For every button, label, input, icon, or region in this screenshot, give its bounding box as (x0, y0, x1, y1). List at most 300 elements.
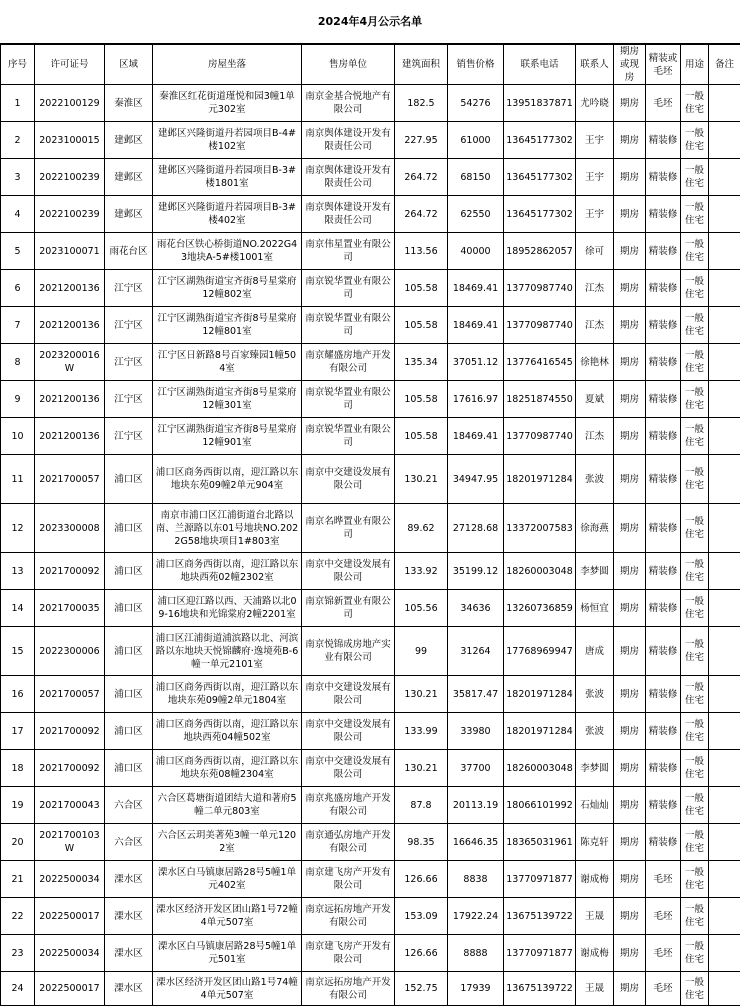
cell-area: 89.62 (395, 504, 448, 553)
cell-stage: 期房 (614, 159, 646, 196)
cell-phone: 13770987740 (504, 270, 576, 307)
cell-no: 23 (1, 935, 35, 972)
cell-phone: 13675139722 (504, 972, 576, 1006)
cell-seller: 南京远拓房地产开发有限公司 (302, 898, 395, 935)
cell-finish: 精装修 (646, 676, 681, 713)
cell-area: 98.35 (395, 824, 448, 861)
cell-no: 11 (1, 455, 35, 504)
cell-finish: 精装修 (646, 455, 681, 504)
cell-note (709, 344, 740, 381)
cell-use: 一般住宅 (681, 344, 709, 381)
cell-note (709, 159, 740, 196)
cell-note (709, 196, 740, 233)
cell-address: 浦口区商务西街以南，迎江路以东地块东苑09幢2单元1804室 (153, 676, 302, 713)
table-row (1, 787, 740, 824)
cell-note (709, 504, 740, 553)
cell-price: 17922.24 (448, 898, 504, 935)
cell-district: 浦口区 (105, 504, 153, 553)
cell-address: 建邺区兴隆街道丹若园项目B-4#楼102室 (153, 122, 302, 159)
cell-permit: 2022100239 (35, 159, 105, 196)
cell-address: 浦口区商务西街以南，迎江路以东地块东苑09幢2单元904室 (153, 455, 302, 504)
cell-address: 浦口区商务西街以南，迎江路以东地块西苑02幢2302室 (153, 553, 302, 590)
cell-no: 1 (1, 85, 35, 122)
cell-no: 24 (1, 972, 35, 1006)
cell-contact: 李梦圆 (576, 750, 614, 787)
header-district: 区域 (105, 45, 153, 85)
cell-finish: 毛坯 (646, 972, 681, 1006)
cell-contact: 张波 (576, 676, 614, 713)
cell-seller: 南京锐华置业有限公司 (302, 418, 395, 455)
table-row (1, 972, 740, 1006)
cell-no: 9 (1, 381, 35, 418)
cell-contact: 王宇 (576, 122, 614, 159)
cell-note (709, 233, 740, 270)
cell-address: 秦淮区红花街道瑾悦和园3幢1单元302室 (153, 85, 302, 122)
cell-use: 一般住宅 (681, 676, 709, 713)
cell-no: 18 (1, 750, 35, 787)
table-row (1, 676, 740, 713)
cell-area: 153.09 (395, 898, 448, 935)
cell-permit: 2022500034 (35, 935, 105, 972)
cell-finish: 精装修 (646, 418, 681, 455)
cell-stage: 期房 (614, 590, 646, 627)
cell-district: 秦淮区 (105, 85, 153, 122)
cell-stage: 期房 (614, 750, 646, 787)
cell-area: 105.58 (395, 270, 448, 307)
header-price: 销售价格 (448, 45, 504, 85)
cell-price: 35199.12 (448, 553, 504, 590)
cell-note (709, 713, 740, 750)
cell-use: 一般住宅 (681, 307, 709, 344)
cell-finish: 毛坯 (646, 861, 681, 898)
cell-district: 江宁区 (105, 307, 153, 344)
cell-district: 建邺区 (105, 159, 153, 196)
cell-district: 建邺区 (105, 122, 153, 159)
cell-seller: 南京悦锦成房地产实业有限公司 (302, 627, 395, 676)
cell-district: 浦口区 (105, 627, 153, 676)
cell-note (709, 898, 740, 935)
cell-area: 130.21 (395, 455, 448, 504)
cell-stage: 期房 (614, 935, 646, 972)
cell-contact: 王宇 (576, 196, 614, 233)
cell-use: 一般住宅 (681, 861, 709, 898)
cell-seller: 南京伟星置业有限公司 (302, 233, 395, 270)
cell-area: 152.75 (395, 972, 448, 1006)
cell-finish: 精装修 (646, 787, 681, 824)
cell-seller: 南京锐华置业有限公司 (302, 307, 395, 344)
cell-use: 一般住宅 (681, 935, 709, 972)
cell-price: 17939 (448, 972, 504, 1006)
cell-contact: 杨恒宜 (576, 590, 614, 627)
cell-note (709, 418, 740, 455)
cell-permit: 2022500017 (35, 972, 105, 1006)
cell-stage: 期房 (614, 627, 646, 676)
header-row (1, 45, 740, 85)
cell-use: 一般住宅 (681, 504, 709, 553)
cell-price: 62550 (448, 196, 504, 233)
cell-phone: 18201971284 (504, 676, 576, 713)
cell-price: 35817.47 (448, 676, 504, 713)
cell-seller: 南京兆盛房地产开发有限公司 (302, 787, 395, 824)
cell-price: 68150 (448, 159, 504, 196)
cell-price: 31264 (448, 627, 504, 676)
cell-price: 27128.68 (448, 504, 504, 553)
cell-price: 34636 (448, 590, 504, 627)
cell-permit: 2021200136 (35, 381, 105, 418)
cell-stage: 期房 (614, 824, 646, 861)
cell-district: 建邺区 (105, 196, 153, 233)
cell-address: 江宁区湖熟街道宝齐街8号星棠府12幢301室 (153, 381, 302, 418)
cell-contact: 尤吟晓 (576, 85, 614, 122)
cell-use: 一般住宅 (681, 418, 709, 455)
cell-district: 六合区 (105, 787, 153, 824)
cell-price: 54276 (448, 85, 504, 122)
header-seller: 售房单位 (302, 45, 395, 85)
cell-seller: 南京锐华置业有限公司 (302, 381, 395, 418)
cell-permit: 2023200016W (35, 344, 105, 381)
cell-contact: 徐艳林 (576, 344, 614, 381)
cell-price: 20113.19 (448, 787, 504, 824)
cell-seller: 南京建飞房产开发有限公司 (302, 935, 395, 972)
cell-area: 126.66 (395, 861, 448, 898)
cell-use: 一般住宅 (681, 750, 709, 787)
header-stage: 期房或现房 (614, 45, 646, 85)
cell-area: 135.34 (395, 344, 448, 381)
cell-finish: 精装修 (646, 159, 681, 196)
cell-contact: 陈克轩 (576, 824, 614, 861)
cell-use: 一般住宅 (681, 122, 709, 159)
cell-permit: 2023300008 (35, 504, 105, 553)
table-row (1, 935, 740, 972)
cell-permit: 2021700092 (35, 713, 105, 750)
header-finish: 精装或毛坯 (646, 45, 681, 85)
cell-use: 一般住宅 (681, 553, 709, 590)
cell-seller: 南京中交建设发展有限公司 (302, 553, 395, 590)
cell-district: 江宁区 (105, 381, 153, 418)
cell-permit: 2021700043 (35, 787, 105, 824)
cell-permit: 2021200136 (35, 270, 105, 307)
cell-no: 4 (1, 196, 35, 233)
cell-no: 17 (1, 713, 35, 750)
cell-contact: 张波 (576, 455, 614, 504)
cell-finish: 精装修 (646, 270, 681, 307)
header-note: 备注 (709, 45, 740, 85)
cell-stage: 期房 (614, 972, 646, 1006)
cell-permit: 2021700035 (35, 590, 105, 627)
cell-area: 105.58 (395, 381, 448, 418)
cell-note (709, 972, 740, 1006)
cell-contact: 唐成 (576, 627, 614, 676)
cell-no: 16 (1, 676, 35, 713)
cell-no: 6 (1, 270, 35, 307)
cell-address: 建邺区兴隆街道丹若园项目B-3#楼402室 (153, 196, 302, 233)
cell-stage: 期房 (614, 418, 646, 455)
header-use: 用途 (681, 45, 709, 85)
cell-note (709, 122, 740, 159)
cell-address: 浦口区商务西街以南，迎江路以东地块东苑08幢2304室 (153, 750, 302, 787)
cell-seller: 南京金基合悦地产有限公司 (302, 85, 395, 122)
cell-note (709, 381, 740, 418)
cell-note (709, 455, 740, 504)
cell-price: 61000 (448, 122, 504, 159)
cell-use: 一般住宅 (681, 196, 709, 233)
table-row (1, 898, 740, 935)
cell-contact: 石灿灿 (576, 787, 614, 824)
cell-price: 8888 (448, 935, 504, 972)
cell-seller: 南京建飞房产开发有限公司 (302, 861, 395, 898)
cell-district: 六合区 (105, 824, 153, 861)
cell-use: 一般住宅 (681, 159, 709, 196)
cell-address: 江宁区日新路8号百家臻园1幢504室 (153, 344, 302, 381)
cell-district: 溧水区 (105, 972, 153, 1006)
cell-note (709, 85, 740, 122)
cell-phone: 13372007583 (504, 504, 576, 553)
table-row (1, 590, 740, 627)
cell-finish: 毛坯 (646, 85, 681, 122)
cell-permit: 2022500034 (35, 861, 105, 898)
cell-area: 105.58 (395, 307, 448, 344)
cell-permit: 2022300006 (35, 627, 105, 676)
cell-stage: 期房 (614, 85, 646, 122)
cell-contact: 王晟 (576, 898, 614, 935)
table-row (1, 627, 740, 676)
cell-use: 一般住宅 (681, 85, 709, 122)
cell-price: 37700 (448, 750, 504, 787)
table-row (1, 824, 740, 861)
cell-no: 8 (1, 344, 35, 381)
cell-no: 2 (1, 122, 35, 159)
table-row (1, 553, 740, 590)
cell-finish: 精装修 (646, 381, 681, 418)
cell-contact: 张波 (576, 713, 614, 750)
cell-no: 13 (1, 553, 35, 590)
cell-permit: 2022100129 (35, 85, 105, 122)
cell-contact: 王宇 (576, 159, 614, 196)
cell-price: 18469.41 (448, 270, 504, 307)
table-row (1, 713, 740, 750)
cell-phone: 13770987740 (504, 418, 576, 455)
cell-phone: 13776416545 (504, 344, 576, 381)
cell-no: 14 (1, 590, 35, 627)
cell-permit: 2022100239 (35, 196, 105, 233)
cell-use: 一般住宅 (681, 381, 709, 418)
cell-district: 浦口区 (105, 553, 153, 590)
cell-contact: 谢成梅 (576, 861, 614, 898)
cell-area: 105.58 (395, 418, 448, 455)
cell-contact: 江杰 (576, 307, 614, 344)
cell-note (709, 590, 740, 627)
cell-seller: 南京中交建设发展有限公司 (302, 455, 395, 504)
cell-finish: 精装修 (646, 307, 681, 344)
table-body (1, 85, 740, 1006)
cell-stage: 期房 (614, 233, 646, 270)
cell-phone: 17768969947 (504, 627, 576, 676)
cell-permit: 2023100071 (35, 233, 105, 270)
cell-district: 江宁区 (105, 270, 153, 307)
cell-seller: 南京通弘房地产开发有限公司 (302, 824, 395, 861)
cell-seller: 南京远拓房地产开发有限公司 (302, 972, 395, 1006)
cell-permit: 2021200136 (35, 418, 105, 455)
cell-address: 浦口区迎江路以西、天浦路以北09-16地块和光锦棠府2幢2201室 (153, 590, 302, 627)
cell-permit: 2021700092 (35, 553, 105, 590)
cell-district: 浦口区 (105, 750, 153, 787)
cell-area: 133.92 (395, 553, 448, 590)
cell-address: 建邺区兴隆街道丹若园项目B-3#楼1801室 (153, 159, 302, 196)
cell-address: 雨花台区铁心桥街道NO.2022G43地块A-5#楼1001室 (153, 233, 302, 270)
cell-district: 江宁区 (105, 344, 153, 381)
cell-permit: 2021200136 (35, 307, 105, 344)
cell-phone: 13951837871 (504, 85, 576, 122)
cell-phone: 13645177302 (504, 196, 576, 233)
cell-no: 3 (1, 159, 35, 196)
cell-note (709, 553, 740, 590)
cell-finish: 精装修 (646, 590, 681, 627)
cell-area: 130.21 (395, 676, 448, 713)
cell-use: 一般住宅 (681, 627, 709, 676)
cell-stage: 期房 (614, 898, 646, 935)
cell-phone: 18201971284 (504, 713, 576, 750)
cell-price: 34947.95 (448, 455, 504, 504)
cell-use: 一般住宅 (681, 972, 709, 1006)
table-row (1, 122, 740, 159)
cell-permit: 2023100015 (35, 122, 105, 159)
cell-district: 浦口区 (105, 713, 153, 750)
cell-address: 江宁区湖熟街道宝齐街8号星棠府12幢801室 (153, 307, 302, 344)
cell-permit: 2022500017 (35, 898, 105, 935)
cell-address: 溧水区经济开发区团山路1号74幢4单元507室 (153, 972, 302, 1006)
cell-use: 一般住宅 (681, 590, 709, 627)
cell-area: 264.72 (395, 196, 448, 233)
cell-note (709, 750, 740, 787)
cell-permit: 2021700092 (35, 750, 105, 787)
cell-area: 99 (395, 627, 448, 676)
cell-seller: 南京中交建设发展有限公司 (302, 750, 395, 787)
cell-seller: 南京耀盛房地产开发有限公司 (302, 344, 395, 381)
cell-contact: 李梦圆 (576, 553, 614, 590)
cell-finish: 精装修 (646, 196, 681, 233)
cell-area: 105.56 (395, 590, 448, 627)
table-row (1, 381, 740, 418)
cell-stage: 期房 (614, 196, 646, 233)
cell-area: 87.8 (395, 787, 448, 824)
cell-finish: 精装修 (646, 122, 681, 159)
cell-no: 15 (1, 627, 35, 676)
cell-contact: 江杰 (576, 270, 614, 307)
cell-district: 浦口区 (105, 455, 153, 504)
cell-address: 溧水区白马镇康居路28号5幢1单元402室 (153, 861, 302, 898)
cell-seller: 南京中交建设发展有限公司 (302, 713, 395, 750)
table-row (1, 418, 740, 455)
header-contact: 联系人 (576, 45, 614, 85)
cell-area: 182.5 (395, 85, 448, 122)
cell-phone: 18251874550 (504, 381, 576, 418)
cell-stage: 期房 (614, 713, 646, 750)
cell-area: 133.99 (395, 713, 448, 750)
cell-stage: 期房 (614, 307, 646, 344)
cell-contact: 徐海燕 (576, 504, 614, 553)
cell-phone: 13770971877 (504, 861, 576, 898)
cell-phone: 13770987740 (504, 307, 576, 344)
cell-note (709, 824, 740, 861)
cell-use: 一般住宅 (681, 713, 709, 750)
cell-district: 江宁区 (105, 418, 153, 455)
cell-use: 一般住宅 (681, 233, 709, 270)
cell-address: 南京市浦口区江浦街道台北路以南、兰源路以东01号地块NO.2022G58地块项目1#803室 (153, 504, 302, 553)
cell-phone: 18201971284 (504, 455, 576, 504)
cell-address: 浦口区江浦街道浦滨路以北、河滨路以东地块天悦锦麟府·逸境苑B-6幢一单元2101室 (153, 627, 302, 676)
cell-permit: 2021700103W (35, 824, 105, 861)
cell-phone: 18260003048 (504, 553, 576, 590)
cell-area: 264.72 (395, 159, 448, 196)
cell-finish: 精装修 (646, 750, 681, 787)
cell-seller: 南京舆体建设开发有限责任公司 (302, 159, 395, 196)
cell-stage: 期房 (614, 676, 646, 713)
header-address: 房屋坐落 (153, 45, 302, 85)
cell-finish: 精装修 (646, 627, 681, 676)
cell-use: 一般住宅 (681, 898, 709, 935)
header-area: 建筑面积 (395, 45, 448, 85)
cell-permit: 2021700057 (35, 455, 105, 504)
cell-note (709, 935, 740, 972)
cell-seller: 南京锦新置业有限公司 (302, 590, 395, 627)
cell-finish: 精装修 (646, 344, 681, 381)
cell-use: 一般住宅 (681, 270, 709, 307)
cell-area: 113.56 (395, 233, 448, 270)
cell-stage: 期房 (614, 344, 646, 381)
cell-finish: 精装修 (646, 504, 681, 553)
cell-stage: 期房 (614, 861, 646, 898)
table-row (1, 233, 740, 270)
cell-use: 一般住宅 (681, 824, 709, 861)
cell-seller: 南京名晔置业有限公司 (302, 504, 395, 553)
cell-finish: 毛坯 (646, 898, 681, 935)
cell-price: 18469.41 (448, 418, 504, 455)
cell-note (709, 676, 740, 713)
cell-no: 19 (1, 787, 35, 824)
cell-area: 126.66 (395, 935, 448, 972)
cell-no: 12 (1, 504, 35, 553)
cell-note (709, 307, 740, 344)
cell-note (709, 270, 740, 307)
document-title: 2024年4月公示名单 (0, 0, 740, 44)
cell-seller: 南京锐华置业有限公司 (302, 270, 395, 307)
table-row (1, 270, 740, 307)
cell-finish: 精装修 (646, 553, 681, 590)
cell-finish: 精装修 (646, 824, 681, 861)
cell-finish: 毛坯 (646, 935, 681, 972)
cell-stage: 期房 (614, 381, 646, 418)
cell-address: 江宁区湖熟街道宝齐街8号星棠府12幢901室 (153, 418, 302, 455)
cell-address: 六合区葛塘街道团结大道和著府5幢二单元803室 (153, 787, 302, 824)
cell-address: 溧水区经济开发区团山路1号72幢4单元507室 (153, 898, 302, 935)
cell-no: 21 (1, 861, 35, 898)
cell-finish: 精装修 (646, 713, 681, 750)
cell-phone: 13675139722 (504, 898, 576, 935)
cell-stage: 期房 (614, 455, 646, 504)
table-row (1, 196, 740, 233)
cell-no: 20 (1, 824, 35, 861)
cell-district: 浦口区 (105, 676, 153, 713)
cell-use: 一般住宅 (681, 455, 709, 504)
cell-price: 18469.41 (448, 307, 504, 344)
cell-stage: 期房 (614, 787, 646, 824)
cell-district: 雨花台区 (105, 233, 153, 270)
cell-no: 10 (1, 418, 35, 455)
cell-price: 8838 (448, 861, 504, 898)
cell-note (709, 627, 740, 676)
cell-note (709, 787, 740, 824)
cell-phone: 18365031961 (504, 824, 576, 861)
